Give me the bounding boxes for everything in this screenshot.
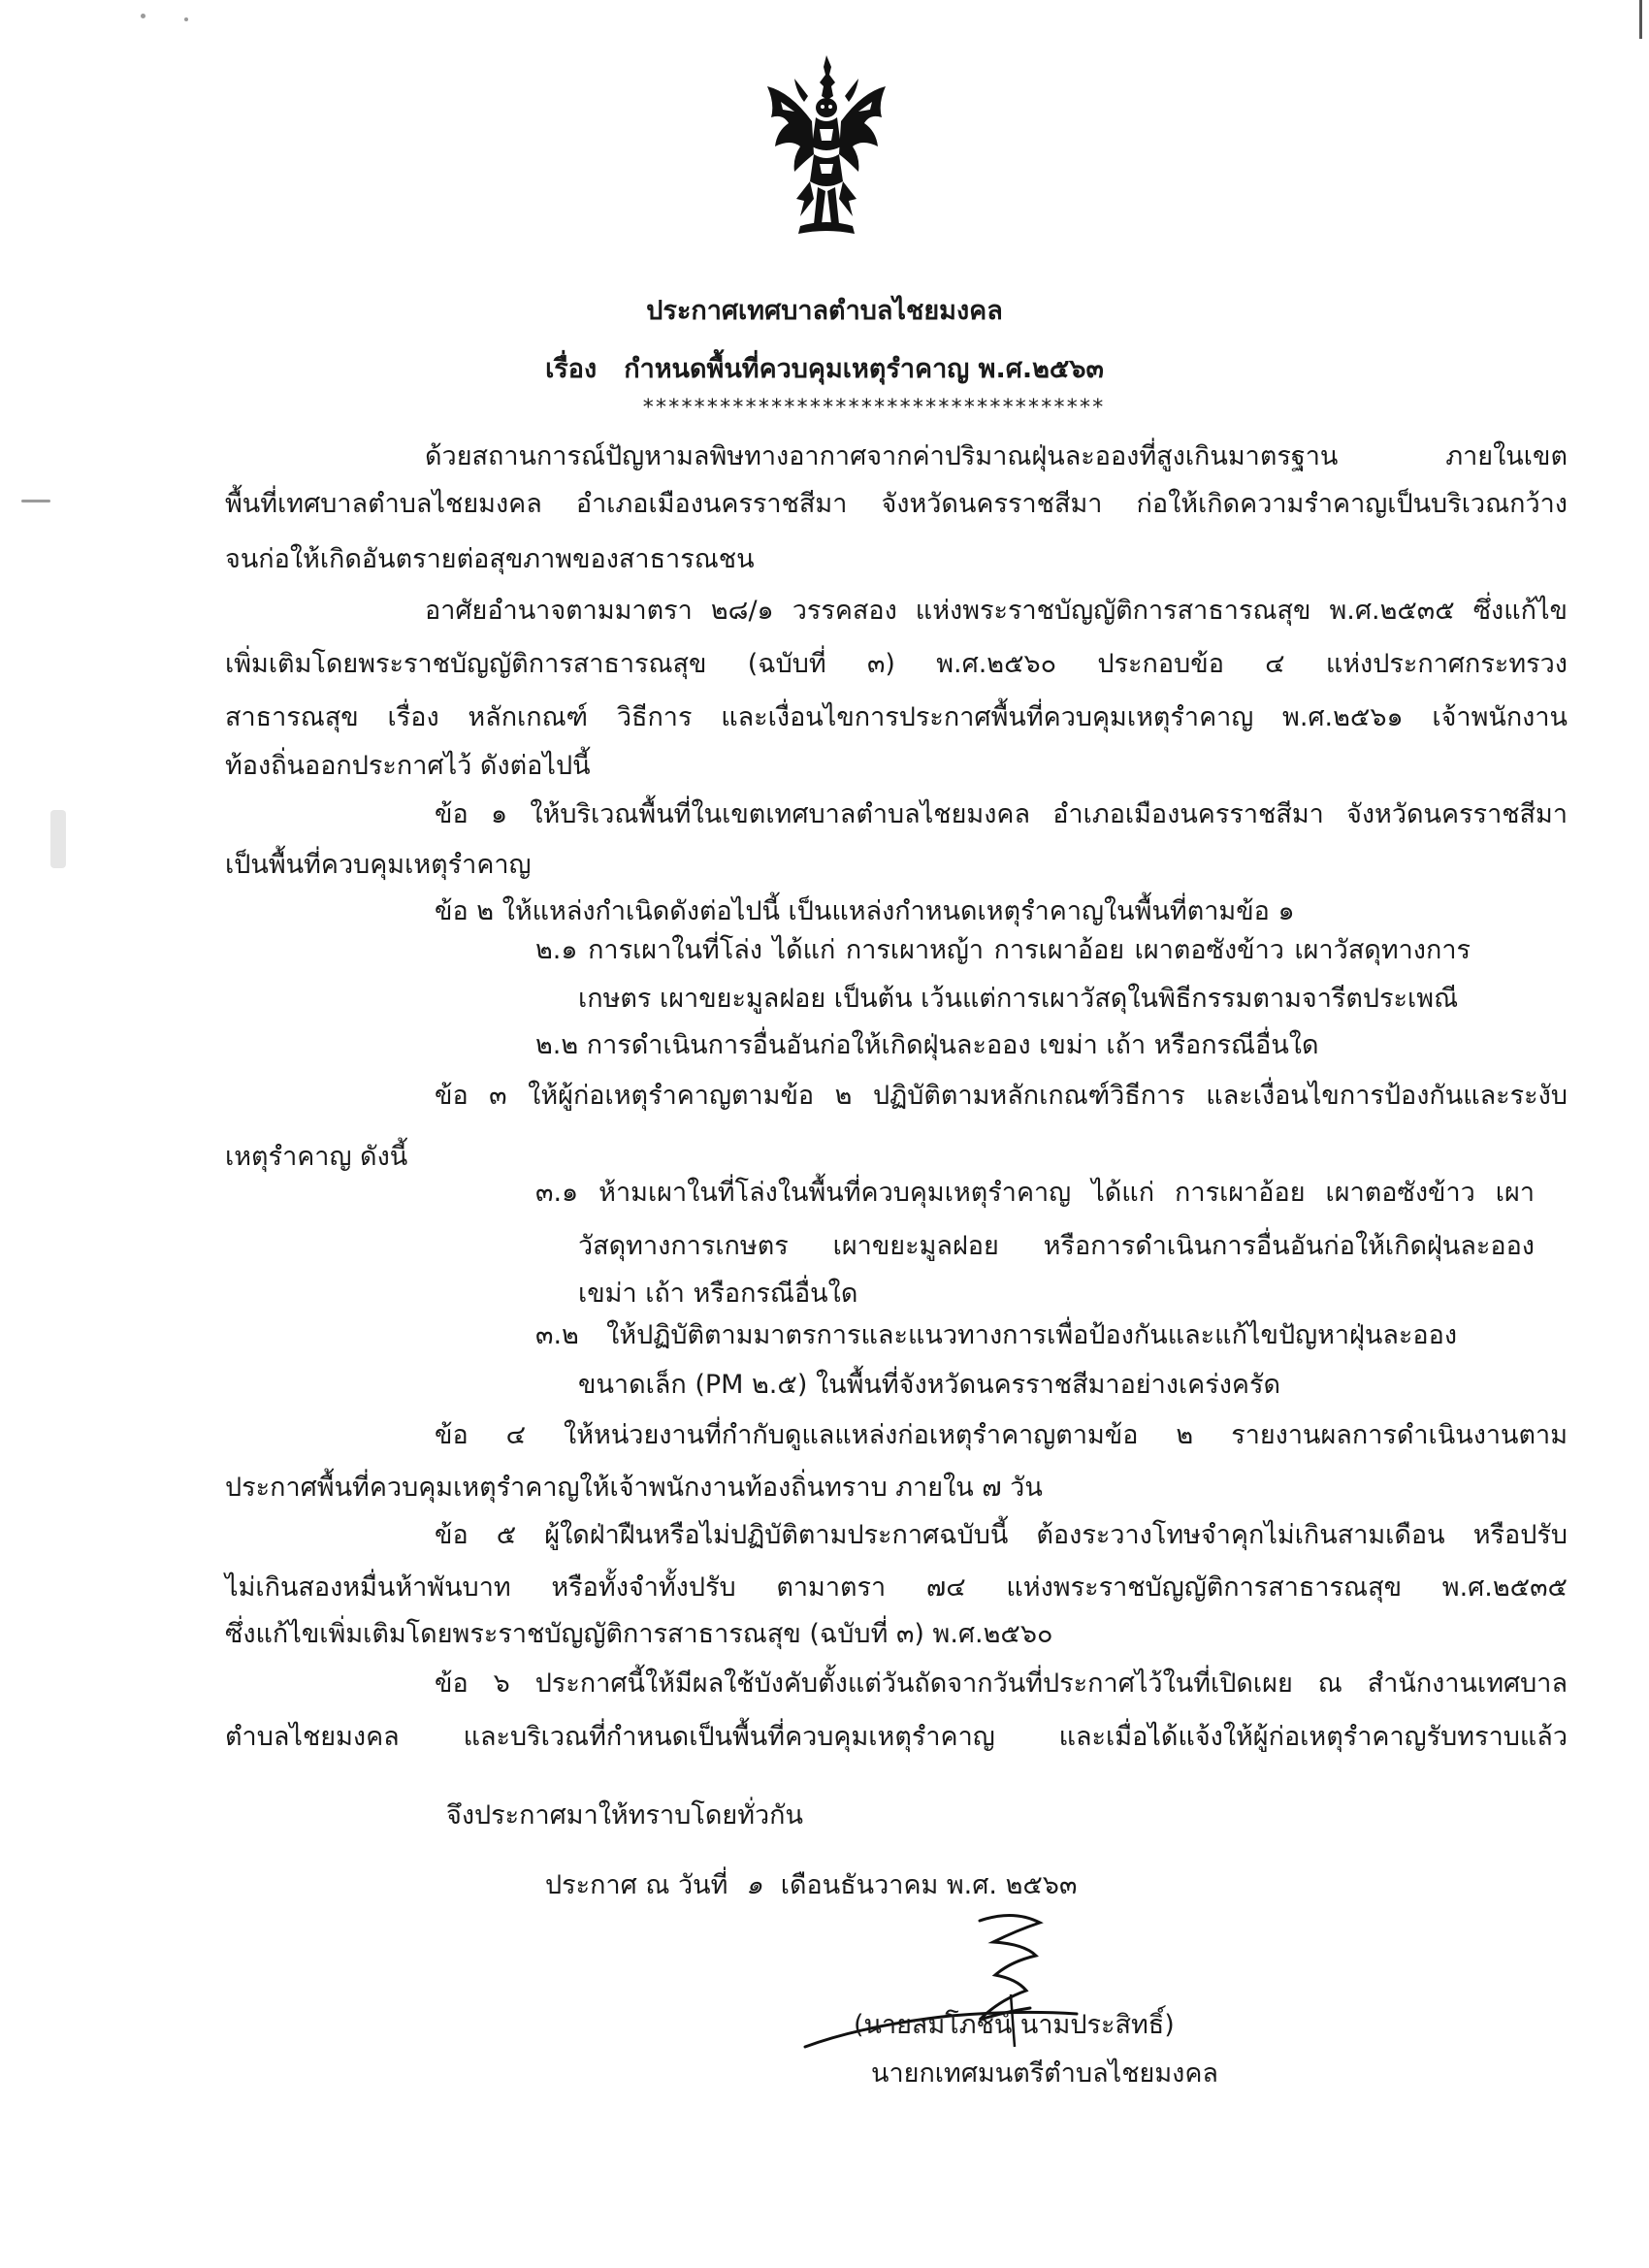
closing-announcement: จึงประกาศมาให้ทราบโดยทั่วกัน xyxy=(446,1800,803,1831)
clause-1-line: ข้อ ๑ ให้บริเวณพื้นที่ในเขตเทศบาลตำบลไชยมงคล อำเภอเมืองนครราชสีมา จังหวัดนครราชสีมา xyxy=(435,799,1568,829)
garuda-emblem-icon xyxy=(761,53,892,238)
clause-6-line: ตำบลไชยมงคล และบริเวณที่กำหนดเป็นพื้นที่ควบคุมเหตุรำคาญ และเมื่อได้แจ้งให้ผู้ก่อเหตุรำคาญรับทราบแล้ว xyxy=(225,1722,1568,1752)
scan-speck xyxy=(141,14,146,18)
clause-2-2-line: ๒.๒ การดำเนินการอื่นอันก่อให้เกิดฝุ่นละออง เขม่า เถ้า หรือกรณีอื่นใด xyxy=(535,1030,1319,1060)
title-separator: ************************************ xyxy=(641,396,1105,420)
scan-speck xyxy=(21,500,50,502)
paragraph-line: พื้นที่เทศบาลตำบลไชยมงคล อำเภอเมืองนครราชสีมา จังหวัดนครราชสีมา ก่อให้เกิดความรำคาญเป็นบริเวณกว้าง xyxy=(225,489,1568,519)
signatory-position: นายกเทศมนตรีตำบลไชยมงคล xyxy=(871,2058,1218,2089)
paragraph-line: สาธารณสุข เรื่อง หลักเกณฑ์ วิธีการ และเงื่อนไขการประกาศพื้นที่ควบคุมเหตุรำคาญ พ.ศ.๒๕๖๑ เจ้าพนักงาน xyxy=(225,702,1568,732)
subject-text: กำหนดพื้นที่ควบคุมเหตุรำคาญ พ.ศ.๒๕๖๓ xyxy=(624,354,1104,384)
clause-5-line: ไม่เกินสองหมื่นห้าพันบาท หรือทั้งจำทั้งปรับ ตามาตรา ๗๔ แห่งพระราชบัญญัติการสาธารณสุข พ.ศ.๒๕๓๕ xyxy=(225,1572,1568,1603)
signatory-name: (นายสมโภชน์ นามประสิทธิ์) xyxy=(854,2010,1175,2040)
clause-6-line: ข้อ ๖ ประกาศนี้ให้มีผลใช้บังคับตั้งแต่วันถัดจากวันที่ประกาศไว้ในที่เปิดเผย ณ สำนักงานเทศบาล xyxy=(435,1669,1568,1699)
clause-4-line: ข้อ ๔ ให้หน่วยงานที่กำกับดูแลแหล่งก่อเหตุรำคาญตามข้อ ๒ รายงานผลการดำเนินงานตาม xyxy=(435,1420,1568,1450)
clause-3-1-line: ๓.๑ ห้ามเผาในที่โล่งในพื้นที่ควบคุมเหตุรำคาญ ได้แก่ การเผาอ้อย เผาตอซังข้าว เผา xyxy=(535,1178,1535,1208)
clause-5-line: ข้อ ๕ ผู้ใดฝ่าฝืนหรือไม่ปฏิบัติตามประกาศฉบับนี้ ต้องระวางโทษจำคุกไม่เกินสามเดือน หรือปรับ xyxy=(435,1520,1568,1550)
subject-line xyxy=(0,347,1649,389)
paragraph-line: อาศัยอำนาจตามมาตรา ๒๘/๑ วรรคสอง แห่งพระราชบัญญัติการสาธารณสุข พ.ศ.๒๕๓๕ ซึ่งแก้ไข xyxy=(425,596,1568,626)
clause-4-line: ประกาศพื้นที่ควบคุมเหตุรำคาญให้เจ้าพนักงานท้องถิ่นทราบ ภายใน ๗ วัน xyxy=(225,1473,1043,1503)
clause-3-2-line: ๓.๒ ให้ปฏิบัติตามมาตรการและแนวทางการเพื่อป้องกันและแก้ไขปัญหาฝุ่นละออง xyxy=(535,1320,1457,1350)
clause-3-line: เหตุรำคาญ ดังนี้ xyxy=(225,1142,408,1172)
clause-2-line: ข้อ ๒ ให้แหล่งกำเนิดดังต่อไปนี้ เป็นแหล่งกำหนดเหตุรำคาญในพื้นที่ตามข้อ ๑ xyxy=(435,896,1295,926)
clause-3-2-line: ขนาดเล็ก (PM ๒.๕) ในพื้นที่จังหวัดนครราชสีมาอย่างเคร่งครัด xyxy=(578,1370,1281,1400)
clause-3-line: ข้อ ๓ ให้ผู้ก่อเหตุรำคาญตามข้อ ๒ ปฏิบัติตามหลักเกณฑ์วิธีการ และเงื่อนไขการป้องกันและระงับ xyxy=(435,1081,1568,1111)
scan-speck xyxy=(1639,0,1642,39)
clause-3-1-line: เขม่า เถ้า หรือกรณีอื่นใด xyxy=(578,1279,858,1309)
page-title: ประกาศเทศบาลตำบลไชยมงคล xyxy=(646,296,1003,326)
subject-label: เรื่อง xyxy=(545,354,598,384)
date-day: ๑ xyxy=(746,1870,763,1900)
clause-2-1-line: เกษตร เผาขยะมูลฝอย เป็นต้น เว้นแต่การเผาวัสดุในพิธีกรรมตามจารีตประเพณี xyxy=(578,984,1459,1014)
scan-speck xyxy=(184,17,188,21)
clause-1-line: เป็นพื้นที่ควบคุมเหตุรำคาญ xyxy=(225,850,532,880)
clause-3-1-line: วัสดุทางการเกษตร เผาขยะมูลฝอย หรือการดำเนินการอื่นอันก่อให้เกิดฝุ่นละออง xyxy=(578,1231,1535,1261)
clause-5-line: ซึ่งแก้ไขเพิ่มเติมโดยพระราชบัญญัติการสาธารณสุข (ฉบับที่ ๓) พ.ศ.๒๕๖๐ xyxy=(225,1619,1053,1649)
date-prefix: ประกาศ ณ วันที่ xyxy=(545,1870,728,1900)
paragraph-line: ท้องถิ่นออกประกาศไว้ ดังต่อไปนี้ xyxy=(225,751,591,781)
date-suffix: เดือนธันวาคม พ.ศ. ๒๕๖๓ xyxy=(780,1870,1078,1900)
clause-2-1-line: ๒.๑ การเผาในที่โล่ง ได้แก่ การเผาหญ้า การเผาอ้อย เผาตอซังข้าว เผาวัสดุทางการ xyxy=(535,935,1471,965)
paragraph-line: จนก่อให้เกิดอันตรายต่อสุขภาพของสาธารณชน xyxy=(225,544,755,574)
announcement-date xyxy=(545,1866,1077,1905)
paragraph-line: เพิ่มเติมโดยพระราชบัญญัติการสาธารณสุข (ฉบับที่ ๓) พ.ศ.๒๕๖๐ ประกอบข้อ ๔ แห่งประกาศกระทรวง xyxy=(225,649,1568,679)
scan-speck xyxy=(50,810,66,868)
paragraph-line: ด้วยสถานการณ์ปัญหามลพิษทางอากาศจากค่าปริมาณฝุ่นละอองที่สูงเกินมาตรฐาน ภายในเขต xyxy=(425,441,1568,471)
